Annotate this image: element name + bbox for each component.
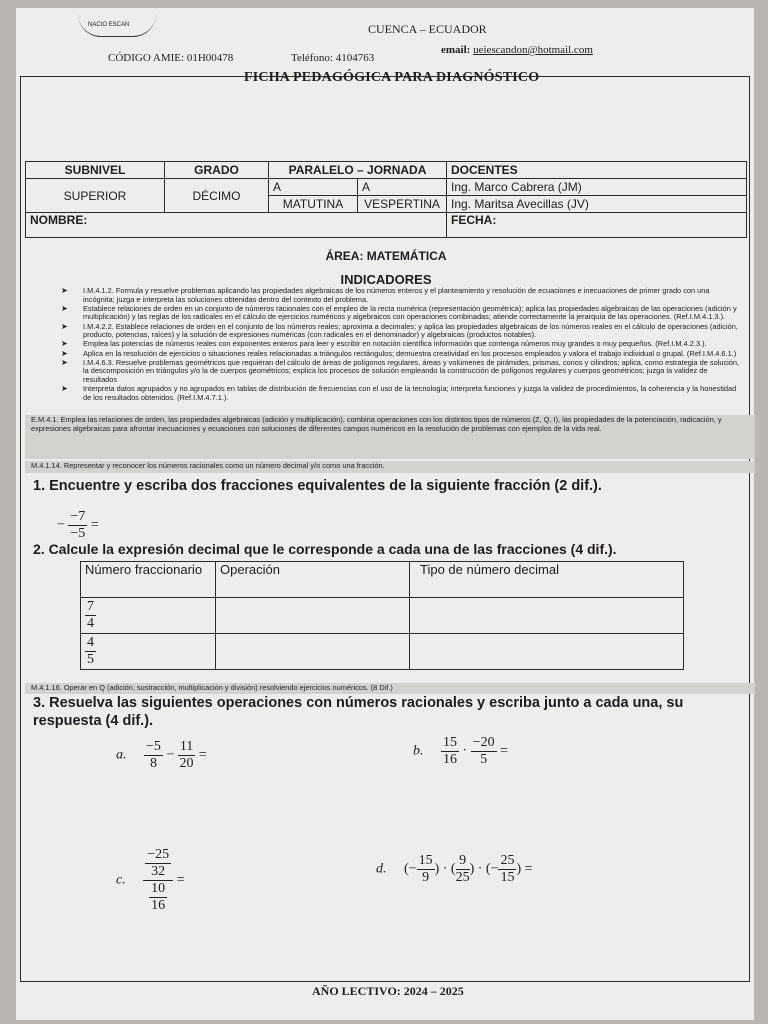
question-2-text: 2. Calcule la expresión decimal que le corresponde a cada una de las fracciones (4 dif.).: [33, 541, 617, 557]
exercise-b: b. $\frac{15}{16}$ · $\frac{-20}{5}$ =: [413, 735, 508, 767]
exercise-c-label: c.: [116, 872, 126, 888]
q1-sign: −: [57, 517, 65, 533]
col-operacion: Operación: [216, 562, 410, 598]
exercise-a-label: a.: [116, 747, 127, 763]
row-7-4-type[interactable]: [410, 598, 684, 634]
arrow-icon: ➤: [61, 384, 68, 394]
row-4-5-type[interactable]: [410, 634, 684, 670]
arrow-icon: ➤: [61, 286, 68, 295]
indicator-item: ➤ Establece relaciones de orden en un conjunto de números racionales con el empleo de la recta numérica (representación geométrica); aplica las propiedades algebraicas de las operaciones (adición y multiplicación) y las reglas de los radicales en el cálculo de ejercicios numéricos y algebraicos con operaciones combinadas; atiende correctamente la jerarquía de las operaciones. (Ref.I.M.4.1.3.).: [61, 303, 737, 322]
docente-1: Ing. Marco Cabrera (JM): [447, 179, 747, 196]
indicator-item: ➤ I.M.4.1.2. Formula y resuelve problemas aplicando las propiedades algebraicas de los números enteros y el planteamiento y resolución de ecuaciones e inecuaciones de primer grado con una incógnita; juzga e interpreta las soluciones obtenidas dentro del contexto del problema.: [61, 286, 710, 304]
grado-header: GRADO: [165, 162, 269, 179]
email: [441, 44, 593, 56]
exercise-d-label: d.: [376, 861, 387, 877]
skill-m414: M.4.1.14. Representar y reconocer los números racionales como un número decimal y/o como una fracción.: [25, 461, 755, 473]
row-7-4-operation[interactable]: [216, 598, 410, 634]
indicator-item: ➤ Interpreta datos agrupados y no agrupados en tablas de distribución de frecuencias con el uso de la tecnología; interpreta funciones y juzga la validez de procedimientos, la coherencia y la honestidad de los resultados obtenidos. (Ref.I.M.4.7.1.).: [61, 384, 737, 402]
indicadores-title: INDICADORES: [340, 272, 432, 287]
q1-equals: =: [90, 517, 99, 533]
arrow-icon: ➤: [61, 321, 68, 331]
exercise-b-label: b.: [413, 743, 424, 759]
indicator-item: ➤ I.M.4.6.3. Resuelve problemas geométricos que requieran del cálculo de áreas de polígonos regulares, áreas y volúmenes de pirámides, prismas, conos y cilindros; aplica, como estrategia de solución, la descomposición en triángulos y/o la de cuerpos geométricos; explica los procesos de solución empleando la construcción de polígonos regulares y cuerpos geométricos; juzga la validez de resultados: [61, 357, 740, 384]
arrow-icon: ➤: [61, 357, 68, 367]
indicadores-list: [25, 287, 747, 403]
subnivel-header: SUBNIVEL: [26, 162, 165, 179]
telephone: Teléfono: 4104763: [291, 52, 375, 64]
grado-value: DÉCIMO: [165, 179, 269, 213]
jornada-vespertina: VESPERTINA: [358, 196, 447, 213]
email-label: email:: [441, 44, 474, 56]
row-4-5-fraction: $\frac{4}{5}$: [81, 634, 216, 670]
paralelo-a-matutina: A: [269, 179, 358, 196]
area-title: ÁREA: MATEMÁTICA: [325, 249, 447, 263]
col-tipo-decimal: Tipo de número decimal: [410, 562, 684, 598]
docente-2: Ing. Maritsa Avecillas (JV): [447, 196, 747, 213]
indicator-item: ➤ Aplica en la resolución de ejercicios o situaciones reales relacionadas a triángulos rectángulos; demuestra creatividad en los procesos empleados y valora el trabajo individual o grupal. (Ref.I.M.4.6.1.): [61, 348, 737, 358]
info-table: [25, 161, 747, 238]
row-7-4-fraction: $\frac{7}{4}$: [81, 598, 216, 634]
paralelo-header: PARALELO – JORNADA: [269, 162, 447, 179]
exercise-d: d. (− $\frac{15}{9}$ ) · ( $\frac{9}{25}$ ) · (− $\frac{25}{15}$ ) =: [376, 853, 533, 885]
arrow-icon: ➤: [61, 339, 68, 349]
indicator-item: ➤ I.M.4.2.2. Establece relaciones de orden en el conjunto de los números reales; aproxima a decimales; y aplica las propiedades algebraicas de los números reales en el cálculo de operaciones (adición, producto, potencias, raíces) y la solución de expresiones numéricas (con radicales en el denominador) y algebraicas (productos notables).: [61, 321, 738, 340]
em-standard: E.M.4.1. Emplea las relaciones de orden, las propiedades algebraicas (adición y multiplicación), combina operaciones con los distintos tipos de números (Z, Q, I), las propiedades de la potenciación, radicación, y expresiones algebraicas para afrontar inecuaciones y ecuaciones con soluciones de diferentes campos numéricos en la resolución de problemas con ejemplos de la vida real.: [25, 415, 755, 459]
school-year-footer: AÑO LECTIVO: 2024 – 2025: [312, 984, 464, 998]
fecha-field[interactable]: FECHA:: [447, 213, 747, 238]
city-header: CUENCA – ECUADOR: [368, 22, 487, 36]
indicator-item: ➤ Emplea las potencias de números reales con exponentes enteros para leer y escribir en notación científica información que contenga números muy grandes o muy pequeños. (Ref.I.M.4.2.3.).: [61, 339, 707, 349]
logo-text: NACIO ESCAN: [88, 22, 130, 28]
col-numero-fraccionario: Número fraccionario: [81, 562, 216, 598]
docentes-header: DOCENTES: [447, 162, 747, 179]
jornada-matutina: MATUTINA: [269, 196, 358, 213]
question-3-text: 3. Resuelva las siguientes operaciones con números racionales y escriba junto a cada una, su respuesta (4 dif.).: [33, 695, 684, 729]
email-value: ueiescandon@hotmail.com: [473, 44, 593, 56]
exercise-a: a. $\frac{-5}{8}$ − $\frac{11}{20}$ =: [116, 739, 207, 771]
row-4-5-operation[interactable]: [216, 634, 410, 670]
question-1-fraction: [57, 509, 99, 542]
nombre-field[interactable]: NOMBRE:: [26, 213, 447, 238]
worksheet-page: [16, 8, 754, 1020]
question-1-text: 1. Encuentre y escriba dos fracciones equivalentes de la siguiente fracción (2 dif.).: [33, 478, 602, 494]
content-frame: [20, 76, 750, 982]
skill-m416: M.4.1.16. Operar en Q (adición, sustracción, multiplicación y división) resolviendo ejercicios numéricos. (8 Dif.): [25, 683, 755, 694]
arrow-icon: ➤: [61, 348, 68, 358]
exercise-c: c. $\frac{\frac{-25}{32}}{\frac{10}{16}}$ =: [116, 847, 185, 913]
amie-code: CÓDIGO AMIE: 01H00478: [108, 52, 234, 64]
arrow-icon: ➤: [61, 303, 68, 313]
complex-fraction: $\frac{\frac{-25}{32}}{\frac{10}{16}}$: [143, 847, 173, 914]
school-logo: [78, 14, 156, 37]
document-title: FICHA PEDAGÓGICA PARA DIAGNÓSTICO: [244, 70, 540, 85]
subnivel-value: SUPERIOR: [26, 179, 165, 213]
paralelo-a-vespertina: A: [358, 179, 447, 196]
q1-fraction: $\frac{-7}{-5}$: [70, 509, 86, 541]
question-2-table: [80, 561, 684, 670]
